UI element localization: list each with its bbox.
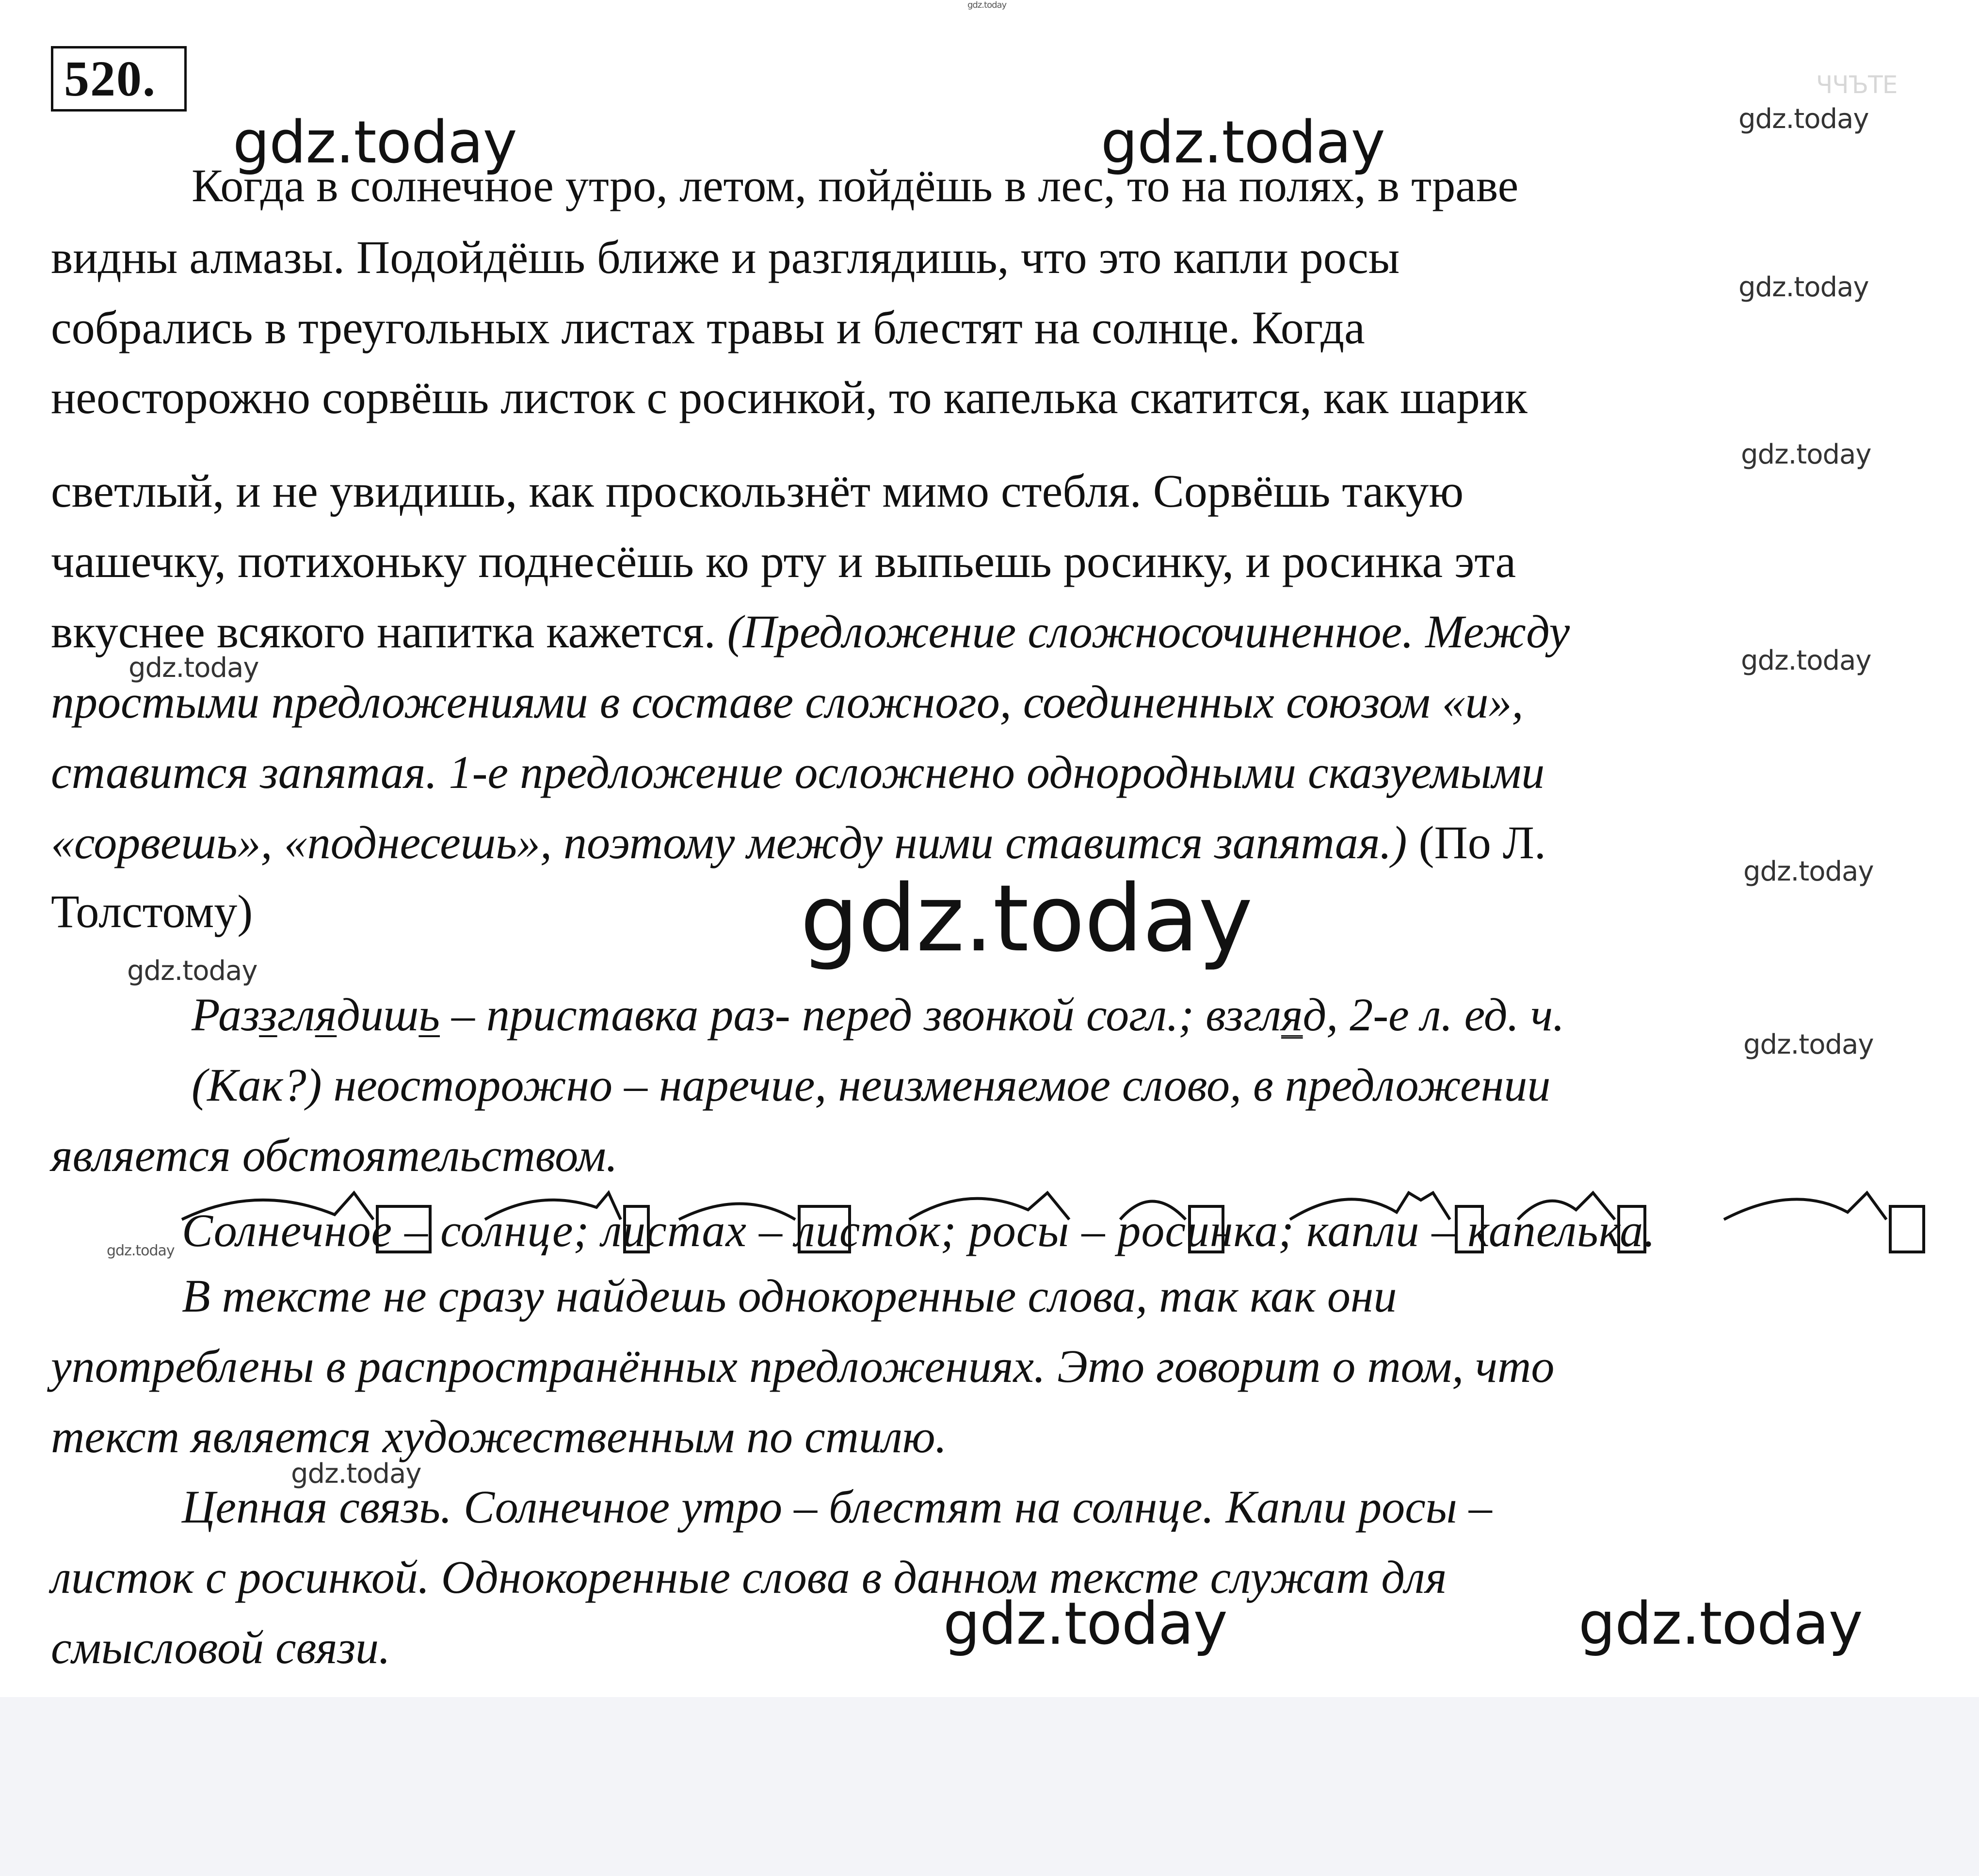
faint-mark: ЧЧЪТЕ — [1816, 71, 1898, 99]
text-run: Раз — [192, 989, 259, 1041]
exercise-number-box — [51, 46, 187, 112]
source-reference: Толстому) — [51, 885, 253, 937]
root-arc-mark — [1518, 1193, 1615, 1219]
text-run: вкуснее всякого напитка кажется. — [51, 606, 727, 657]
underlined-letter: я — [315, 989, 337, 1041]
analysis-line: (Как?) неосторожно – наречие, неизменяемое слово, в предложении — [192, 1059, 1551, 1111]
underlined-letter: ь — [418, 989, 440, 1041]
text-run: гл — [277, 989, 315, 1041]
watermark: gdz.today — [291, 1458, 421, 1490]
watermark: gdz.today — [1578, 1590, 1863, 1658]
watermark: gdz.today — [1101, 109, 1385, 176]
text-line: чашечку, потихоньку поднесёшь ко рту и выпьешь росинку, и росинка эта — [51, 535, 1516, 587]
watermark: gdz.today — [127, 955, 257, 987]
text-line: употреблены в распространённых предложениях. Это говорит о том, что — [51, 1340, 1555, 1392]
ending-box-mark — [623, 1205, 650, 1253]
double-underlined-letter: я — [1281, 989, 1303, 1041]
text-line — [51, 819, 1546, 866]
root-arc-mark — [909, 1193, 1069, 1219]
root-arc-mark — [182, 1193, 373, 1219]
text-run: д, 2-е л. ед. ч. — [1303, 989, 1565, 1041]
watermark: gdz.today — [1743, 1029, 1874, 1060]
morpheme-analysis-line: Солнечное – солнце; листах – листок; росы – росинка; капли – капелька. — [182, 1204, 1656, 1256]
top-watermark: gdz.today — [967, 0, 1007, 10]
page-bottom-area — [0, 1697, 1979, 1876]
text-line: Цепная связь. Солнечное утро – блестят на солнце. Капли росы – — [182, 1481, 1492, 1533]
watermark: gdz.today — [1741, 645, 1871, 676]
ending-box-mark — [1188, 1205, 1224, 1253]
text-line: простыми предложениями в составе сложного, соединенных союзом «и», — [51, 676, 1524, 728]
watermark: gdz.today — [1738, 272, 1869, 303]
watermark: gdz.today — [233, 109, 517, 176]
text-run: (Предложение сложносочиненное. Между — [727, 606, 1570, 657]
text-line: листок с росинкой. Однокоренные слова в данном тексте служат для — [51, 1551, 1447, 1603]
exercise-number-dot: . — [143, 51, 156, 107]
text-line: светлый, и не увидишь, как проскользнёт мимо стебля. Сорвёшь такую — [51, 465, 1464, 517]
watermark: gdz.today — [1738, 103, 1869, 135]
root-arc-mark — [1290, 1193, 1450, 1219]
watermark: gdz.today — [129, 652, 259, 684]
text-run: – приставка раз- перед звонкой согл.; взгл — [440, 989, 1281, 1041]
source-reference: (По Л. — [1407, 817, 1546, 868]
text-line: видны алмазы. Подойдёшь ближе и разглядишь, что это капли росы — [51, 231, 1400, 283]
root-arc-mark — [679, 1204, 795, 1220]
text-line: неосторожно сорвёшь листок с росинкой, то капелька скатится, как шарик — [51, 371, 1528, 423]
text-line: смысловой связи. — [51, 1621, 391, 1673]
text-run: диш — [337, 989, 419, 1041]
watermark: gdz.today — [943, 1590, 1227, 1658]
root-arc-mark — [485, 1193, 621, 1219]
ending-box-mark — [1889, 1205, 1925, 1253]
text-line: В тексте не сразу найдешь однокоренные слова, так как они — [182, 1270, 1397, 1322]
ending-box-mark — [798, 1205, 851, 1253]
analysis-line: является обстоятельством. — [51, 1129, 618, 1181]
morpheme-marks — [0, 1173, 1979, 1270]
text-line: Когда в солнечное утро, летом, пойдёшь в лес, то на полях, в траве — [192, 160, 1519, 211]
ending-box-mark — [376, 1205, 432, 1253]
root-arc-mark — [1120, 1202, 1186, 1220]
text-line: собрались в треугольных листах травы и блестят на солнце. Когда — [51, 302, 1365, 353]
text-line — [51, 606, 1570, 657]
exercise-number: 520 — [64, 51, 143, 107]
underlined-letter: з — [259, 989, 277, 1041]
watermark: gdz.today — [107, 1242, 175, 1259]
ending-box-mark — [1455, 1205, 1484, 1253]
watermark: gdz.today — [1743, 856, 1874, 887]
analysis-line — [192, 989, 1565, 1041]
ending-box-mark — [1617, 1205, 1646, 1253]
text-run: «сорвешь», «поднесешь», поэтому между ними ставится запятая.) — [51, 817, 1407, 868]
root-arc-mark — [1724, 1193, 1886, 1219]
text-line: ставится запятая. 1-е предложение осложнено однородными сказуемыми — [51, 746, 1545, 798]
text-line: текст является художественным по стилю. — [51, 1411, 947, 1462]
watermark: gdz.today — [800, 865, 1253, 972]
watermark: gdz.today — [1741, 439, 1871, 470]
